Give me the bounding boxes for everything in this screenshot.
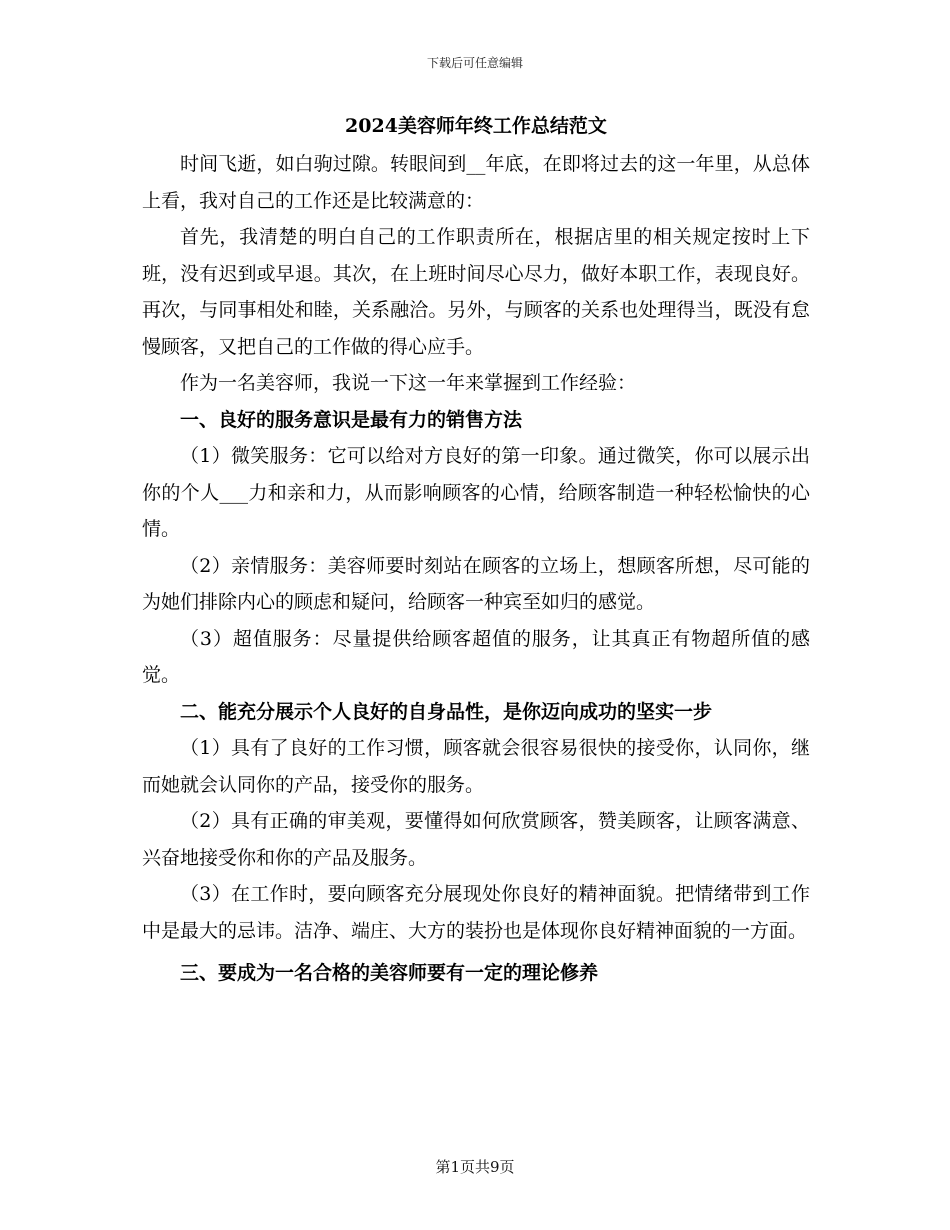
section-2-item-3: （3）在工作时，要向顾客充分展现处你良好的精神面貌。把情绪带到工作中是最大的忌讳。洁净、端庄、大方的装扮也是体现你良好精神面貌的一方面。 [142, 883, 810, 942]
section-3-heading: 三、要成为一名合格的美容师要有一定的理论修养 [180, 962, 599, 984]
section-2-item-2: （2）具有正确的审美观，要懂得如何欣赏顾客，赞美顾客，让顾客满意、兴奋地接受你和你的产品及服务。 [142, 810, 810, 869]
document-title: 2024美容师年终工作总结范文 [345, 115, 607, 137]
page-indicator: 第1页共9页 [435, 1158, 515, 1176]
intro-paragraph-3: 作为一名美容师，我说一下这一年来掌握到工作经验： [180, 372, 637, 394]
section-2-heading: 二、能充分展示个人良好的自身品性，是你迈向成功的坚实一步 [180, 700, 713, 723]
section-1-heading: 一、良好的服务意识是最有力的销售方法 [180, 408, 523, 431]
intro-paragraph-1: 时间飞逝，如白驹过隙。转眼间到__年底，在即将过去的这一年里，从总体上看，我对自己的工作还是比较满意的： [142, 153, 810, 212]
section-2-item-1: （1）具有了良好的工作习惯，顾客就会很容易很快的接受你，认同你，继而她就会认同你的产品，接受你的服务。 [142, 737, 810, 796]
header-note: 下载后可任意编辑 [426, 56, 523, 70]
section-1-item-3: （3）超值服务：尽量提供给顾客超值的服务，让其真正有物超所值的感觉。 [142, 627, 810, 686]
intro-paragraph-2: 首先，我清楚的明白自己的工作职责所在，根据店里的相关规定按时上下班，没有迟到或早退。其次，在上班时间尽心尽力，做好本职工作，表现良好。再次，与同事相处和睦，关系融洽。另外，与顾客的关系也处理得当，既没有怠慢顾客，又把自己的工作做的得心应手。 [142, 226, 810, 358]
section-1-item-1: （1）微笑服务：它可以给对方良好的第一印象。通过微笑，你可以展示出你的个人___力和亲和力，从而影响顾客的心情，给顾客制造一种轻松愉快的心情。 [142, 445, 810, 540]
section-1-item-2: （2）亲情服务：美容师要时刻站在顾客的立场上，想顾客所想，尽可能的为她们排除内心的顾虑和疑问，给顾客一种宾至如归的感觉。 [142, 554, 810, 613]
document-body [142, 112, 810, 992]
